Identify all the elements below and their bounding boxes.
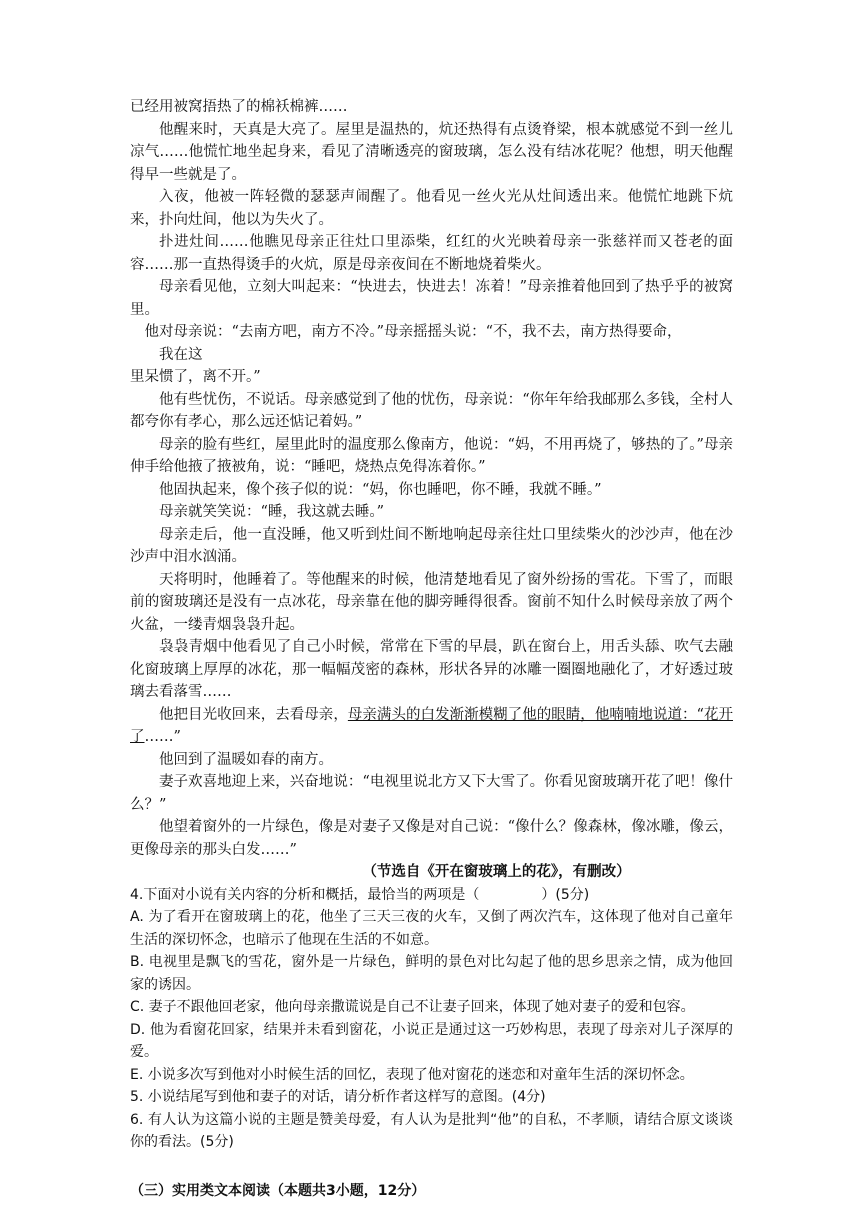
story-paragraph: 母亲的脸有些红，屋里此时的温度那么像南方，他说：“妈，不用再烧了，够热的了。”母亲伸手给他掖了掖被角，说：“睡吧，烧热点免得冻着你。”: [130, 436, 733, 475]
story-text: 我在这: [159, 346, 203, 363]
questions: [130, 884, 733, 1203]
underlined-sentence: 母亲满头的白发渐渐模糊了他的眼睛，他喃喃地说道：“花开了: [130, 706, 733, 745]
story-paragraph: 他回到了温暖如春的南方。: [159, 751, 333, 768]
story-paragraph: 母亲走后，他一直没睡，他又听到灶间不断地响起母亲往灶口里续柴火的沙沙声，他在沙沙声中泪水汹涌。: [130, 526, 733, 565]
story-paragraph: 母亲看见他，立刻大叫起来：“快进去，快进去！冻着！”母亲推着他回到了热乎乎的被窝里。: [130, 279, 733, 318]
story-paragraph: 天将明时，他睡着了。等他醒来的时候，他清楚地看见了窗外纷扬的雪花。下雪了，而眼前的窗玻璃还是没有一点冰花，母亲靠在他的脚旁睡得很香。窗前不知什么时候母亲放了两个火盆，一缕青烟袅袅升起。: [130, 571, 733, 633]
source-note: （节选自《开在窗玻璃上的花》，有删改）: [362, 863, 631, 880]
question-4-stem: [130, 884, 733, 907]
story-paragraph: 他望着窗外的一片绿色，像是对妻子又像是对自己说：“像什么？像森林，像冰雕，像云，更像母亲的那头白发……”: [130, 819, 733, 858]
story-excerpt: [130, 96, 733, 884]
option-b: B. 电视里是飘飞的雪花，窗外是一片绿色，鲜明的景色对比勾起了他的思乡思亲之情，成为他回家的诱因。: [130, 954, 733, 993]
story-paragraph: [130, 704, 733, 749]
story-paragraph: 扑进灶间……他瞧见母亲正往灶口里添柴，红红的火光映着母亲一张慈祥而又苍老的面容……那一直热得烫手的火炕，原是母亲夜间在不断地烧着柴火。: [130, 234, 733, 273]
story-paragraph: 母亲就笑笑说：“睡，我这就去睡。”: [159, 504, 385, 520]
story-paragraph: 他醒来时，天真是大亮了。屋里是温热的，炕还热得有点烫脊梁，根本就感觉不到一丝儿凉气……他慌忙地坐起身来，看见了清晰透亮的窗玻璃，怎么没有结冰花呢？他想，明天他醒得早一些就是了。: [130, 121, 733, 183]
question-6: 6. 有人认为这篇小说的主题是赞美母爱，有人认为是批判“他”的自私，不孝顺，请结合原文谈谈你的看法。(5分): [130, 1111, 733, 1150]
option-a: A. 为了看开在窗玻璃上的花，他坐了三天三夜的火车，又倒了两次汽车，这体现了他对自己童年生活的深切怀念，也暗示了他现在生活的不如意。: [130, 909, 733, 948]
story-text: ……”: [144, 729, 181, 745]
story-paragraph: 袅袅青烟中他看见了自己小时候，常常在下雪的早晨，趴在窗台上，用舌头舔、吹气去融化窗玻璃上厚厚的冰花，那一幅幅茂密的森林，形状各异的冰雕一圈圈地融化了，才好透过玻璃去看落雪……: [130, 639, 733, 700]
story-text: 他对母亲说：“去南方吧，南方不冷。”母亲摇摇头说：“不，我不去，南方热得要命，: [144, 324, 682, 340]
section-heading: （三）实用类文本阅读（本题共3小题，12分）: [130, 1182, 426, 1199]
story-paragraph: 他固执起来，像个孩子似的说：“妈，你也睡吧，你不睡，我就不睡。”: [159, 481, 602, 498]
option-c: C. 妻子不跟他回老家，他向母亲撒谎说是自己不让妻子回来，体现了她对妻子的爱和包容。: [130, 999, 695, 1015]
exam-page: [130, 96, 733, 1202]
question-5: 5. 小说结尾写到他和妻子的对话，请分析作者这样写的意图。(4分): [130, 1089, 546, 1105]
story-paragraph: 妻子欢喜地迎上来，兴奋地说：“电视里说北方又下大雪了。你看见窗玻璃开花了吧！像什么？”: [130, 774, 733, 813]
option-e: E. 小说多次写到他对小时候生活的回忆，表现了他对窗花的迷恋和对童年生活的深切怀念。: [130, 1066, 694, 1083]
question-text: 4.下面对小说有关内容的分析和概括，最恰当的两项是（: [130, 886, 480, 903]
story-text: 他把目光收回来，去看母亲，: [159, 706, 348, 723]
story-paragraph: 入夜，他被一阵轻微的瑟瑟声闹醒了。他看见一丝火光从灶间透出来。他慌忙地跳下炕来，扑向灶间，他以为失火了。: [130, 189, 733, 228]
option-d: D. 他为看窗花回家，结果并未看到窗花，小说正是通过这一巧妙构思，表现了母亲对儿子深厚的爱。: [130, 1021, 733, 1060]
story-paragraph: 已经用被窝捂热了的棉袄棉裤……: [130, 99, 348, 115]
story-paragraph: 里呆惯了，离不开。”: [130, 369, 261, 385]
story-paragraph: [130, 321, 733, 366]
story-paragraph: 他有些忧伤，不说话。母亲感觉到了他的忧伤，母亲说：“你年年给我邮那么多钱，全村人都夸你有孝心，那么远还惦记着妈。”: [130, 391, 733, 430]
question-text: ）(5分): [541, 886, 590, 903]
